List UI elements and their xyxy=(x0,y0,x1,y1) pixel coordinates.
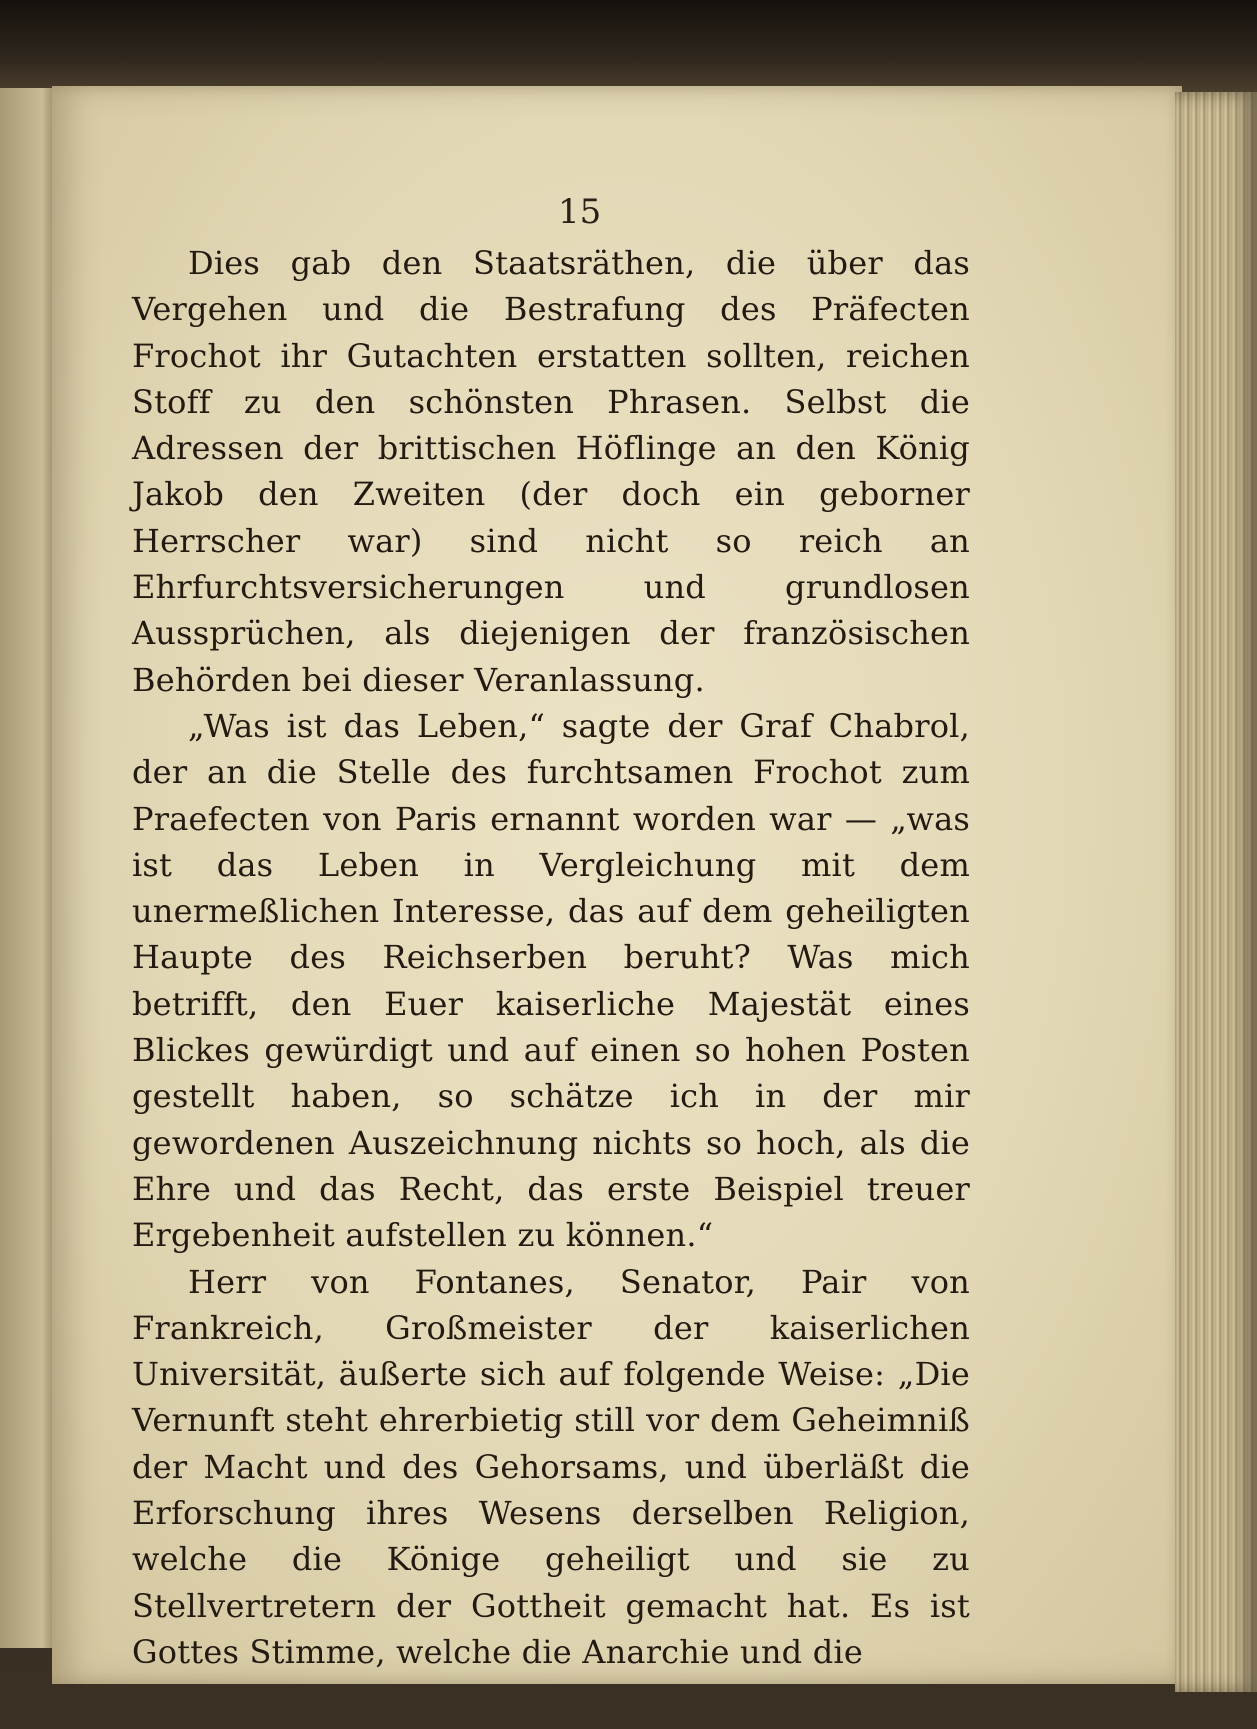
facing-page-edge xyxy=(0,88,60,1648)
page-text xyxy=(132,240,970,1675)
paragraph: Dies gab den Staatsräthen, die über das Vergehen und die Bestrafung des Präfecten Frochot ihr Gutachten erstatten sollten, reichen Stoff zu den schönsten Phrasen. Selbst die Adressen der brittischen Höflinge an den König Jakob den Zweiten (der doch ein geborner Herrscher war) sind nicht so reich an Ehrfurchtsversicherungen und grundlosen Aussprüchen, als diejenigen der französischen Behörden bei dieser Veranlassung. xyxy=(132,244,970,699)
book-cover-edge xyxy=(0,0,1257,92)
paragraph: Herr von Fontanes, Senator, Pair von Frankreich, Großmeister der kaiserlichen Universität, äußerte sich auf folgende Weise: „Die Vernunft steht ehrerbietig still vor dem Geheimniß der Macht und des Gehorsams, und überläßt die Erforschung ihres Wesens derselben Religion, welche die Könige geheiligt und sie zu Stellvertretern der Gottheit gemacht hat. Es ist Gottes Stimme, welche die Anarchie und die xyxy=(132,1262,970,1671)
paragraph: „Was ist das Leben,“ sagte der Graf Chabrol, der an die Stelle des furchtsamen Frochot zum Praefecten von Paris ernannt worden war — „was ist das Leben in Vergleichung mit dem unermeßlichen Interesse, das auf dem geheiligten Haupte des Reichserben beruht? Was mich betrifft, den Euer kaiserliche Majestät eines Blickes gewürdigt und auf einen so hohen Posten gestellt haben, so schätze ich in der mir gewordenen Auszeichnung nichts so hoch, als die Ehre und das Recht, das erste Beispiel treuer Ergebenheit aufstellen zu können.“ xyxy=(132,706,970,1255)
page-number: 15 xyxy=(558,192,602,232)
page-stack-edges xyxy=(1175,92,1257,1692)
